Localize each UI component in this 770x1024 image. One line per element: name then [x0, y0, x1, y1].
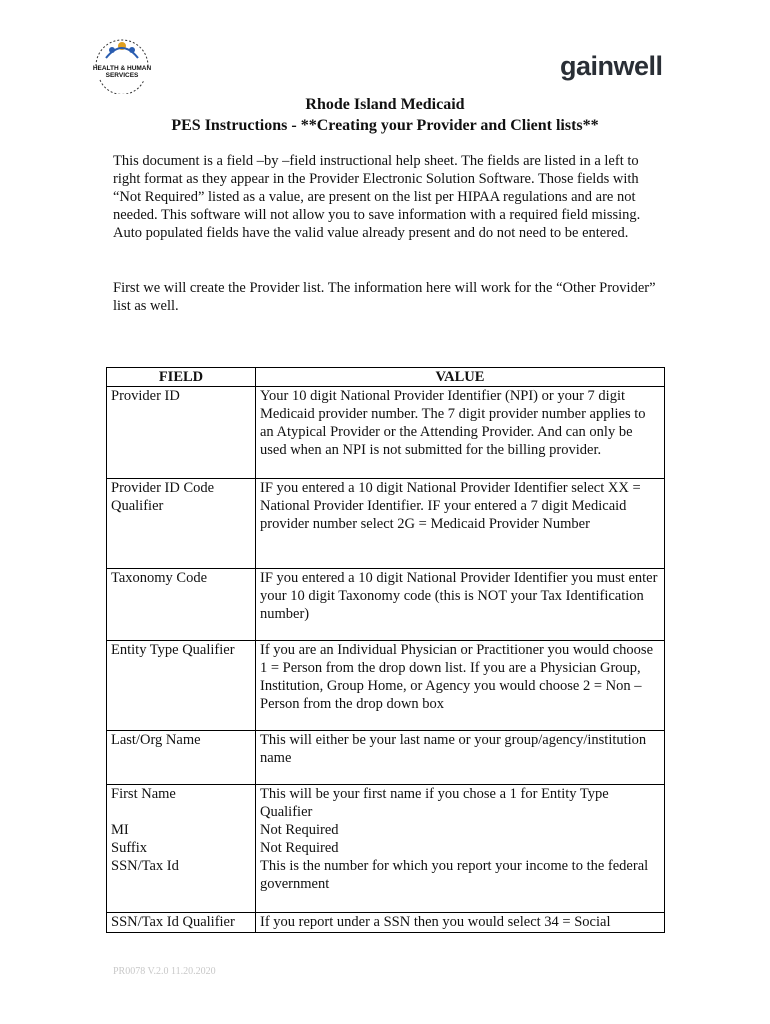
value-cell [256, 913, 665, 933]
value-cell [256, 641, 665, 731]
seal-text-line1: HEALTH & HUMAN [92, 65, 152, 72]
field-cell [107, 479, 256, 569]
value-cell [256, 387, 665, 479]
value-text: This will be your first name if you chose a 1 for Entity Type Qualifier [260, 786, 609, 820]
field-cell [107, 913, 256, 933]
field-label: Provider ID Code Qualifier [111, 480, 215, 514]
table-row [107, 569, 665, 641]
value-cell [256, 569, 665, 641]
gainwell-logo [560, 46, 663, 86]
value-cell [256, 479, 665, 569]
document-version-footer: PR0078 V.2.0 11.20.2020 [113, 966, 216, 977]
field-cell [107, 569, 256, 641]
table-row [107, 479, 665, 569]
field-cell [107, 785, 256, 913]
field-value-table [106, 367, 665, 933]
field-label: SSN/Tax Id [111, 858, 179, 874]
title-line2: PES Instructions - **Creating your Provider and Client lists** [171, 117, 599, 134]
value-text: Not Required [260, 822, 339, 838]
field-label: Entity Type Qualifier [111, 642, 235, 658]
field-cell [107, 731, 256, 785]
intro-paragraph-2: First we will create the Provider list. The information here will work for the “Other Provider” list as well. [113, 280, 656, 314]
gainwell-logo-text: gainwell [560, 50, 663, 81]
field-label: Last/Org Name [111, 732, 201, 748]
field-label: SSN/Tax Id Qualifier [111, 914, 235, 930]
title-line1: Rhode Island Medicaid [305, 96, 465, 113]
value-text: Not Required [260, 840, 339, 856]
document-title [0, 94, 770, 136]
table-row [107, 731, 665, 785]
field-label: First Name [111, 786, 176, 802]
value-text: If you report under a SSN then you would select 34 = Social [260, 914, 611, 930]
value-text: Your 10 digit National Provider Identifier (NPI) or your 7 digit Medicaid provider number. The 7 digit provider number applies to an Atypical Provider or the Attending Provider. And can only be used when an NPI is not submitted for the billing provider. [260, 388, 646, 458]
value-text: IF you entered a 10 digit National Provider Identifier select XX = National Provider Identifier. IF your entered a 7 digit Medicaid provider number select 2G = Medicaid Provider Number [260, 480, 641, 532]
header-field: FIELD [107, 368, 256, 387]
table-row [107, 913, 665, 933]
table-row [107, 785, 665, 913]
table-row [107, 387, 665, 479]
field-label: Suffix [111, 840, 147, 856]
value-cell [256, 731, 665, 785]
value-text: This will either be your last name or your group/agency/institution name [260, 732, 647, 766]
value-cell [256, 785, 665, 913]
intro-paragraph-1: This document is a field –by –field instructional help sheet. The fields are listed in a left to right format as they appear in the Provider Electronic Solution Software. Those fields with “Not Required” listed as a value, are present on the list per HIPAA regulations and are not needed. This software will not allow you to save information with a required field missing. Auto populated fields have the valid value already present and do not need to be entered. [113, 153, 641, 241]
seal-text-line2: SERVICES [105, 72, 139, 79]
field-label: Provider ID [111, 388, 180, 404]
value-text: This is the number for which you report your income to the federal government [260, 858, 649, 892]
header-value: VALUE [256, 368, 665, 387]
value-text: IF you entered a 10 digit National Provider Identifier you must enter your 10 digit Taxonomy code (this is NOT your Tax Identification number) [260, 570, 658, 622]
field-label: MI [111, 822, 129, 838]
table-header-row [107, 368, 665, 387]
field-cell [107, 641, 256, 731]
value-text: If you are an Individual Physician or Practitioner you would choose 1 = Person from the drop down list. If you are a Physician Group, Institution, Group Home, or Agency you would choose 2 = Non – Person from the drop down box [260, 642, 654, 712]
eohhs-seal-logo [86, 30, 158, 94]
table-row [107, 641, 665, 731]
field-label: Taxonomy Code [111, 570, 208, 586]
field-cell [107, 387, 256, 479]
